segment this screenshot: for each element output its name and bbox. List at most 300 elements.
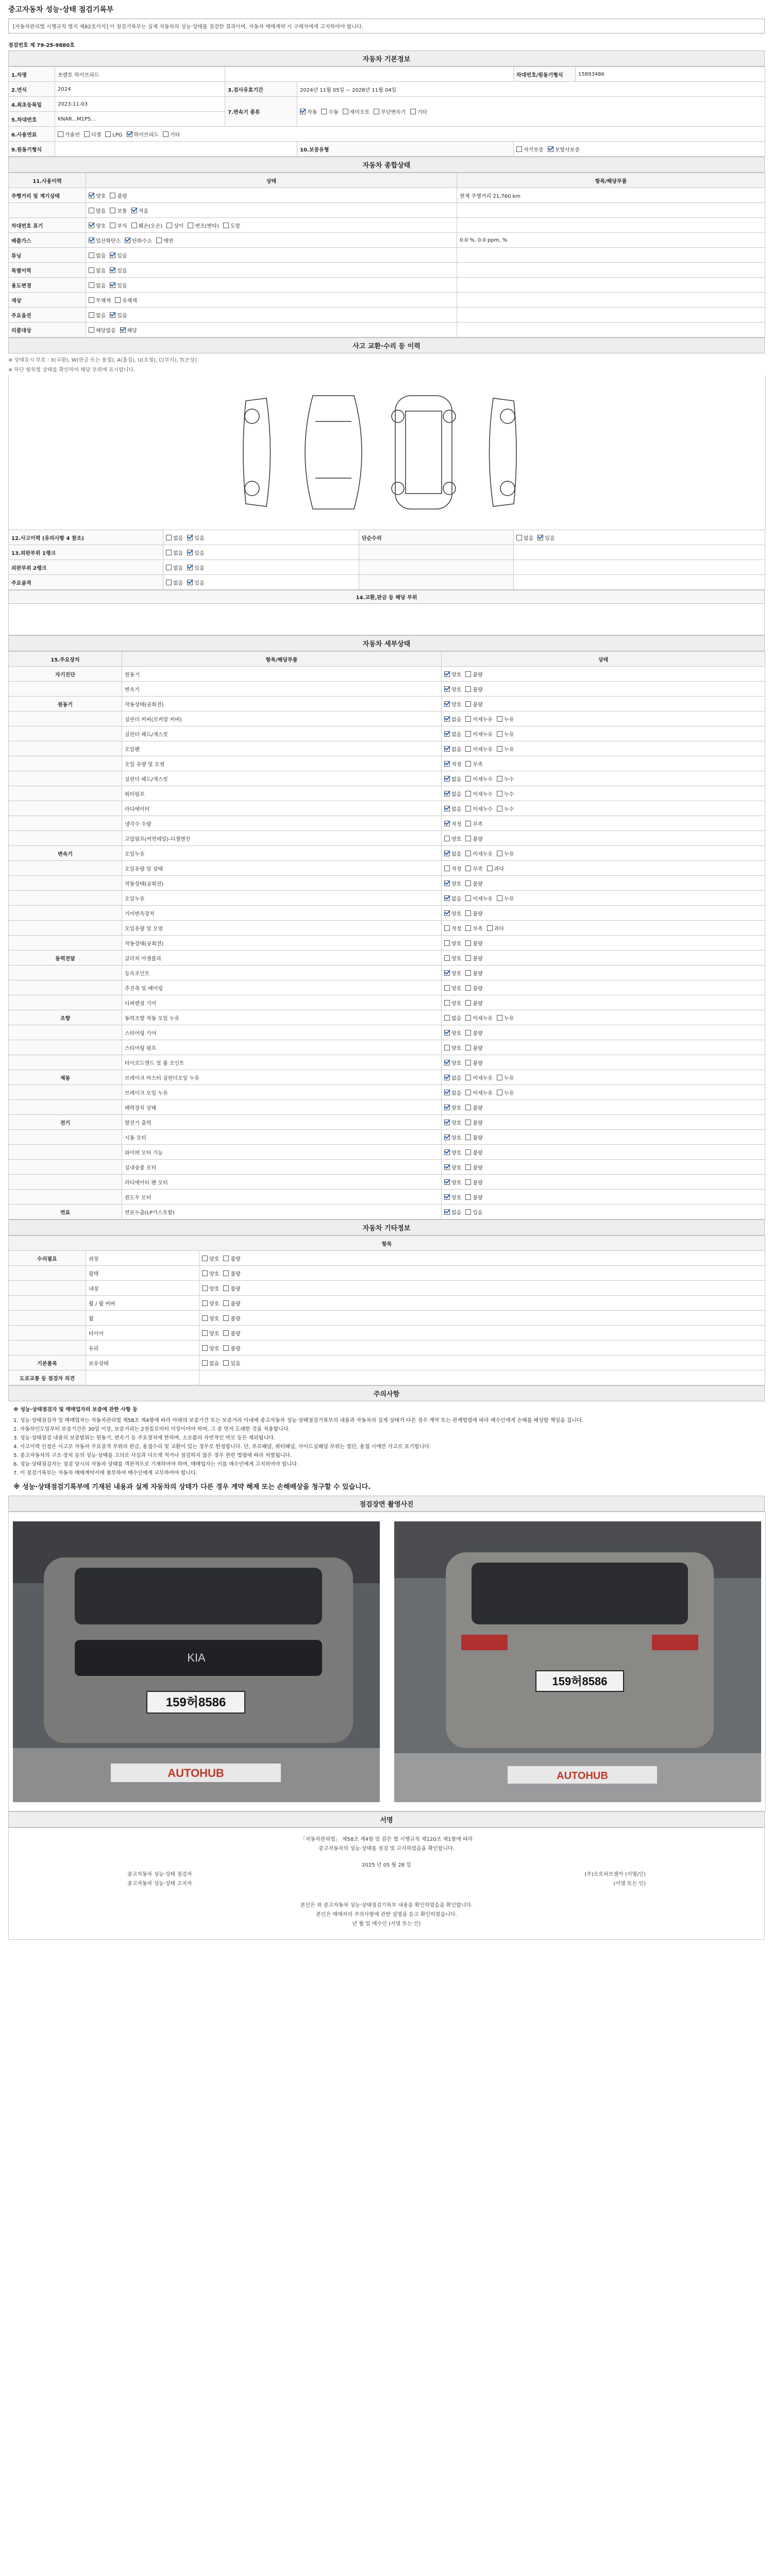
other-item: 보유상태 [86,1355,199,1370]
option-label: 세미오토 [349,110,370,115]
option-label: 없음 [451,1075,462,1081]
option-label: 있음 [117,283,127,289]
option-label: 양호 [209,1316,220,1322]
checkbox-icon [465,806,471,811]
detail-item: 연료누출(LP가스포함) [122,1205,442,1219]
option [497,745,514,753]
option [444,760,461,768]
checked-checkbox-icon [300,109,306,114]
option [444,879,461,887]
option [223,1299,240,1307]
option-label: 해당 [127,328,137,334]
detail-state [442,1085,765,1100]
option-label: 양호 [451,1001,462,1007]
other-group [9,1311,86,1326]
other-head: 항목 [9,1236,765,1251]
option-label: 적음 [138,208,148,214]
detail-row [9,1070,765,1085]
overall-row [9,263,765,278]
option [497,730,514,738]
option [58,130,80,138]
detail-state [442,801,765,816]
other-state [199,1311,765,1326]
checkbox-icon [202,1270,208,1276]
option [487,865,504,872]
option-label: 적정 [451,821,462,827]
checked-checkbox-icon [120,327,126,333]
checkbox-icon [89,252,94,258]
option [465,924,482,932]
vehicle-diagram [8,375,766,530]
checkbox-icon [156,238,162,243]
checkbox-icon [465,746,471,752]
sign-line-5: 년 월 일 매수인 (서명 또는 인) [352,1921,421,1927]
accident-item-name-2 [359,560,514,575]
option [465,820,482,827]
checkbox-icon [497,806,502,811]
other-group [9,1341,86,1355]
option [465,1193,482,1201]
option-label: 변조(변타) [195,223,219,229]
option-label: 수동 [328,110,339,115]
checkbox-icon [166,580,172,585]
warranty-options [514,142,765,157]
basic-value-validity: 2024년 11월 05일 ~ 2028년 11월 04일 [297,82,765,97]
detail-item: 오일누유 [122,846,442,861]
option [444,984,461,992]
option-label: 적정 [451,866,462,872]
accident-table [8,530,765,590]
option-label: 양호 [96,193,106,199]
detail-state [442,667,765,682]
option [444,1193,461,1201]
detail-item: 타이로드엔드 및 볼 조인트 [122,1055,442,1070]
detail-row [9,816,765,831]
option-label: 있음 [194,580,205,586]
detail-state [442,1100,765,1115]
section-sign-header: 서명 [8,1811,765,1827]
detail-item: 고압펌프(커먼레일)-디젤엔진 [122,831,442,846]
checkbox-icon [84,131,90,137]
checked-checkbox-icon [110,267,115,273]
option-label: 무단변속기 [381,110,406,115]
detail-group: 자기진단 [9,667,122,682]
option [444,1029,461,1037]
overall-item-name: 튜닝 [9,248,86,263]
checkbox-icon [202,1315,208,1321]
checked-checkbox-icon [444,1030,450,1036]
option-label: 없음 [524,535,534,541]
basic-row-1 [9,67,765,82]
option [110,207,127,214]
car-outline-diagram [225,385,555,519]
option [465,879,482,887]
checked-checkbox-icon [110,282,115,288]
option [89,326,116,334]
detail-item: 라디에이터 [122,801,442,816]
checkbox-icon [497,1075,502,1080]
detail-item: 브레이크 마스터 실린더오일 누유 [122,1070,442,1085]
sign-date: 2025 년 05 월 28 일 [362,1862,411,1868]
checkbox-icon [465,671,471,677]
checked-checkbox-icon [444,791,450,796]
option [465,1014,493,1022]
option [410,108,427,115]
option-label: 보험사보증 [554,147,580,153]
detail-state [442,1205,765,1219]
checkbox-icon [465,791,471,796]
option [321,108,338,115]
checked-checkbox-icon [537,535,543,540]
detail-item: 워터펌프 [122,786,442,801]
option-label: 양호 [209,1301,220,1307]
option-label: 불량 [473,836,483,842]
option-label: 매연 [163,238,174,244]
detail-state [442,711,765,726]
detail-state [442,846,765,861]
detail-group [9,741,122,756]
detail-row [9,726,765,741]
autohub-banner-front: AUTOHUB [167,1767,224,1780]
option [202,1359,219,1367]
option [444,909,461,917]
other-row [9,1281,765,1296]
option [166,222,183,229]
detail-group [9,1025,122,1040]
overall-item-options [86,233,457,248]
detail-row [9,876,765,891]
checkbox-icon [465,910,471,916]
detail-item: 원동기 [122,667,442,682]
inspector-label: 중고자동차 성능·상태 점검자 [127,1872,192,1877]
option [187,549,204,556]
option [465,760,482,768]
detail-state [442,726,765,741]
accident-row [9,560,765,575]
note-line: 1. 성능·상태점검자 및 매매업자는 자동차관리법 제58조 제4항에 따라 아래의 보증기간 또는 보증거리 이내에 중고자동차 성능·상태점검기록부의 내용과 자동차의 실제 상태가 다른 경우 계약 또는 관계법령에 따라 매수인에게 손해를 배상할 책임을 집니다. [13,1418,584,1423]
option [374,108,406,115]
option-label: 없음 [173,565,183,571]
option-label: 해당없음 [96,328,116,334]
accident-item-options [163,530,359,545]
option [444,1118,461,1126]
option [465,1074,493,1081]
detail-group [9,801,122,816]
detail-group: 원동기 [9,697,122,711]
overall-item-name: 리콜대상 [9,323,86,337]
accident-item-options-2 [514,530,765,545]
detail-row [9,741,765,756]
overall-row [9,323,765,337]
checkbox-icon [465,1209,471,1215]
detail-row [9,1085,765,1100]
accident-row [9,530,765,545]
checkbox-icon [465,940,471,946]
detail-group [9,1145,122,1160]
detail-group [9,831,122,846]
option-label: 양호 [451,672,462,678]
option [444,1133,461,1141]
option-label: 유채색 [122,298,137,304]
option [300,108,317,115]
option [444,1074,461,1081]
option [202,1284,219,1292]
option-label: 누유 [503,1075,514,1081]
other-state [199,1296,765,1311]
option [202,1344,219,1352]
option [465,954,482,962]
overall-item-options [86,188,457,203]
checkbox-icon [202,1360,208,1366]
basic-value-number: 15893486 [576,67,765,82]
detail-item: 작동상태(공회전) [122,876,442,891]
accident-item-name-2 [359,545,514,560]
option-label: 불량 [473,1195,483,1201]
option [131,207,148,214]
detail-state [442,951,765,965]
accident-row [9,575,765,590]
option-label: 양호 [209,1346,220,1352]
notes-title: ※ 성능·상태점검자 및 매매업자의 보증에 관한 사항 등 [13,1407,138,1413]
detail-group [9,786,122,801]
detail-row [9,980,765,995]
checked-checkbox-icon [89,193,94,198]
accident-item-options-2 [514,545,765,560]
detail-row [9,995,765,1010]
detail-state [442,786,765,801]
detail-state [442,995,765,1010]
checkbox-icon [465,1105,471,1110]
rear-plate: 159허8586 [552,1675,608,1688]
checked-checkbox-icon [444,701,450,707]
checked-checkbox-icon [444,910,450,916]
option-label: 미세누유 [473,896,493,902]
option [444,1044,461,1052]
option [444,999,461,1007]
option-label: 미세누유 [473,717,493,723]
option-label: 누수 [503,806,514,812]
option-label: 있음 [545,535,555,541]
detail-state [442,921,765,936]
option [465,865,482,872]
detail-state [442,876,765,891]
detail-group: 전기 [9,1115,122,1130]
option [497,715,514,723]
option [465,1148,482,1156]
detail-head-state: 상태 [442,652,765,667]
notice-box: [자동차관리법 시행규칙 별지 제82호서식] 이 점검기록부는 실제 자동차의 성능·상태를 점검한 결과이며, 자동차 매매계약 시 구매자에게 고지하여야 합니다. [8,19,765,33]
other-row [9,1355,765,1370]
option [89,192,106,199]
checkbox-icon [465,1179,471,1185]
option [465,1089,493,1096]
option [444,1104,461,1111]
detail-item: 등속조인트 [122,965,442,980]
detail-row [9,682,765,697]
detail-group [9,816,122,831]
basic-row-2 [9,82,765,97]
sign-line-4: 본인은 매매자의 주의사항에 관한 설명을 듣고 확인하였습니다. [316,1912,457,1918]
checkbox-icon [465,1030,471,1036]
accident-item-options-2 [514,575,765,590]
checkbox-icon [465,1164,471,1170]
checkbox-icon [444,940,450,946]
detail-group [9,711,122,726]
option [537,534,554,541]
overall-item-name: 특별이력 [9,263,86,278]
option-label: 상이 [174,223,184,229]
checkbox-icon [465,1000,471,1006]
option-label: 미세누유 [473,747,493,753]
detail-header-row [9,652,765,667]
option-label: 양호 [451,1135,462,1141]
option-label: 적정 [451,926,462,932]
overall-item-name: 주요옵션 [9,308,86,323]
detail-state [442,1010,765,1025]
checkbox-icon [202,1300,208,1306]
option [343,108,370,115]
option-label: 자가보증 [524,147,544,153]
option-label: 기타 [417,110,427,115]
option-label: 누수 [503,791,514,798]
option-label: 양호 [451,881,462,887]
checkbox-icon [223,1360,229,1366]
checkbox-icon [465,1149,471,1155]
option [202,1329,219,1337]
detail-item: 작동상태(공회전) [122,936,442,951]
checkbox-icon [516,535,522,540]
detail-row [9,906,765,921]
checked-checkbox-icon [444,731,450,737]
option-label: 없음 [173,550,183,556]
option [223,1359,240,1367]
option-label: 불량 [230,1301,241,1307]
detail-state [442,831,765,846]
checkbox-icon [465,731,471,737]
option-label: 불량 [230,1346,241,1352]
kia-logo-front: KIA [187,1651,206,1664]
option-label: 없음 [451,1090,462,1096]
dealer-name: (서명 또는 인) [613,1881,646,1887]
checkbox-icon [321,109,327,114]
option [465,715,493,723]
signature-block [8,1827,765,1940]
checkbox-icon [163,131,169,137]
option [166,534,183,541]
checkbox-icon [465,776,471,782]
detail-group: 조향 [9,1010,122,1025]
detail-item: 발전기 출력 [122,1115,442,1130]
checkbox-icon [465,925,471,931]
option-label: 불량 [473,1030,483,1037]
overall-item-note [457,323,765,337]
option-label: 양호 [209,1286,220,1292]
accident-legend-2: ※ 하단 항목별 상태를 확인하여 해당 부위에 표시합니다. [8,367,136,373]
option-label: 부족 [473,866,483,872]
detail-row [9,861,765,876]
option [187,564,204,571]
overall-row [9,203,765,218]
option [187,534,204,541]
other-row [9,1370,765,1385]
detail-row [9,756,765,771]
detail-item: 배력장치 상태 [122,1100,442,1115]
detail-row [9,831,765,846]
other-item: 외장 [86,1251,199,1266]
option-label: 과다 [494,866,504,872]
option-label: 양호 [209,1271,220,1277]
option [465,700,482,708]
option-label: 있음 [230,1361,241,1367]
option-label: 있음 [473,1210,483,1216]
option [444,1059,461,1066]
checkbox-icon [487,925,493,931]
option [497,1089,514,1096]
detail-row [9,697,765,711]
checkbox-icon [497,746,502,752]
checked-checkbox-icon [444,821,450,826]
option [444,1208,461,1216]
detail-group [9,1160,122,1175]
checkbox-icon [444,925,450,931]
detail-row [9,965,765,980]
accident-item-name: 주요골격 [9,575,163,590]
option-label: 있음 [117,313,127,319]
option-label: 누유 [503,1015,514,1022]
option-label: 탄화수소 [132,238,152,244]
checkbox-icon [188,223,193,228]
option-label: 양호 [451,986,462,992]
option-label: 미세누수 [473,806,493,812]
checkbox-icon [465,1194,471,1200]
checkbox-icon [465,1090,471,1095]
option [223,1269,240,1277]
detail-state [442,1115,765,1130]
checkbox-icon [89,208,94,213]
checkbox-icon [444,985,450,991]
option-label: 불량 [473,911,483,917]
accident-row [9,545,765,560]
detail-row [9,711,765,726]
checkbox-icon [465,970,471,976]
option [223,1344,240,1352]
option-label: 없음 [451,806,462,812]
detail-row [9,1190,765,1205]
detail-group [9,771,122,786]
option-label: 없음 [451,732,462,738]
checked-checkbox-icon [444,1179,450,1185]
checkbox-icon [115,297,121,303]
option [187,579,204,586]
note-line: 2. 자동차인도일부터 보증기간은 30일 이상, 보증거리는 2천킬로미터 이상이어야 하며, 그 중 먼저 도래한 것을 적용합니다. [13,1427,290,1432]
option-label: 없음 [451,776,462,783]
detail-state [442,906,765,921]
option [444,835,461,842]
other-state [199,1355,765,1370]
other-group [9,1266,86,1281]
notes-block [8,1401,765,1496]
checkbox-icon [497,1090,502,1095]
detail-item: 오일유량 및 오염 [122,921,442,936]
checked-checkbox-icon [444,1105,450,1110]
option-label: 없음 [173,580,183,586]
checked-checkbox-icon [444,716,450,722]
other-group [9,1296,86,1311]
detail-group: 연료 [9,1205,122,1219]
checkbox-icon [465,836,471,841]
option-label: LPG [112,132,123,138]
option [497,805,514,812]
